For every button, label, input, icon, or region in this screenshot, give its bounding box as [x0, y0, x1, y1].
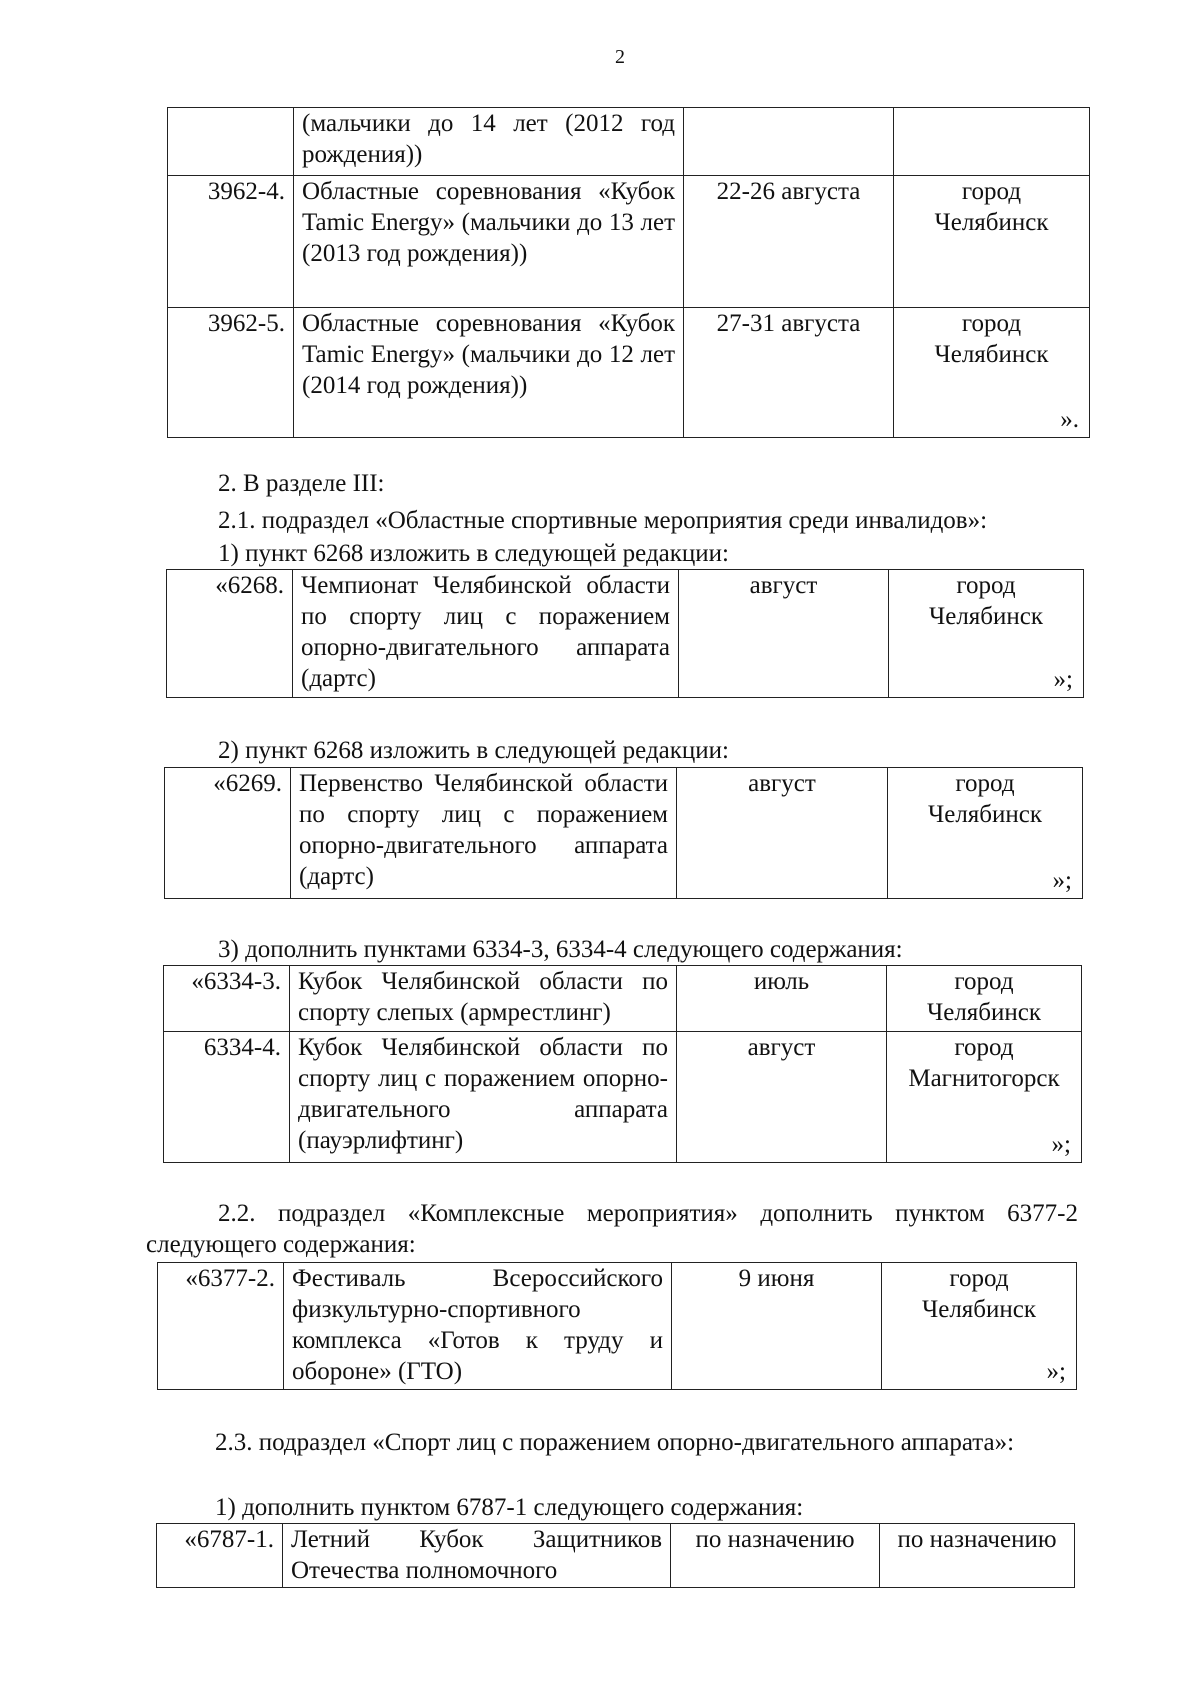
table-row: [168, 108, 1090, 176]
event-name: Первенство Челябинской области по спорту лиц с поражением опорно-двигательного аппарата (дартс): [291, 768, 677, 899]
table-row: [165, 768, 1083, 899]
event-name: Фестиваль Всероссийского физкультурно-спортивного комплекса «Готов к труду и обороне» (ГТО): [284, 1263, 672, 1390]
row-number: «6377-2.: [158, 1263, 284, 1390]
event-place: [894, 108, 1090, 176]
row-number: «6334-3.: [164, 966, 290, 1032]
events-table-6268: [166, 569, 1084, 698]
events-table-top: [167, 107, 1090, 438]
subsection-2-3: 2.3. подраздел «Спорт лиц с поражением опорно-двигательного аппарата»:: [215, 1429, 1015, 1456]
subsection-2-2: 2.2. подраздел «Комплексные мероприятия» дополнить пунктом 6377-2 следующего содержания:: [146, 1200, 1078, 1258]
item-2: 2) пункт 6268 изложить в следующей редакции:: [218, 737, 729, 764]
event-place-cell: [894, 308, 1090, 438]
event-place: город Магнитогорск: [908, 1034, 1060, 1092]
quote-closer: ».: [1060, 406, 1079, 433]
section-heading: 2. В разделе III:: [218, 470, 385, 497]
event-name: (мальчики до 14 лет (2012 год рождения)): [294, 108, 684, 176]
row-number: 3962-5.: [168, 308, 294, 438]
quote-closer: »;: [1052, 867, 1072, 894]
event-name: Чемпионат Челябинской области по спорту лиц с поражением опорно-двигательного аппарата (дартс): [293, 570, 679, 698]
table-row: [158, 1263, 1077, 1390]
item-1: 1) пункт 6268 изложить в следующей редакции:: [218, 540, 729, 567]
event-name: Летний Кубок Защитников Отечества полномочного: [283, 1524, 671, 1588]
quote-closer: »;: [1051, 1131, 1071, 1158]
events-table-6269: [164, 767, 1083, 899]
row-number: «6269.: [165, 768, 291, 899]
quote-closer: »;: [1053, 666, 1073, 693]
event-date: август: [679, 570, 889, 698]
table-row: [167, 570, 1084, 698]
table-row: [157, 1524, 1075, 1588]
row-number: 6334-4.: [164, 1032, 290, 1163]
event-place: город Челябинск: [928, 572, 1044, 630]
event-name: Кубок Челябинской области по спорту лиц с поражением опорно-двигательного аппарата (пауэрлифтинг): [290, 1032, 677, 1163]
event-date: [684, 108, 894, 176]
subsection-2-3-item-1: 1) дополнить пунктом 6787-1 следующего содержания:: [215, 1494, 804, 1521]
event-place-cell: [889, 570, 1084, 698]
table-row: [168, 308, 1090, 438]
event-place: город Челябинск: [894, 176, 1090, 308]
event-place: по назначению: [880, 1524, 1075, 1588]
event-place-cell: [887, 1032, 1082, 1163]
quote-closer: »;: [1046, 1358, 1066, 1385]
event-name: Областные соревнования «Кубок Tamic Energy» (мальчики до 13 лет (2013 год рождения)): [294, 176, 684, 308]
event-name: Кубок Челябинской области по спорту слепых (армрестлинг): [290, 966, 677, 1032]
table-row: [164, 966, 1082, 1032]
table-row: [168, 176, 1090, 308]
event-date: июль: [677, 966, 887, 1032]
event-place: город Челябинск: [921, 1265, 1037, 1323]
events-table-6334: [163, 965, 1082, 1163]
event-date: 27-31 августа: [684, 308, 894, 438]
events-table-6787: [156, 1523, 1075, 1588]
row-number: 3962-4.: [168, 176, 294, 308]
event-date: по назначению: [671, 1524, 880, 1588]
event-date: август: [677, 768, 888, 899]
item-3: 3) дополнить пунктами 6334-3, 6334-4 следующего содержания:: [218, 936, 903, 963]
event-date: 22-26 августа: [684, 176, 894, 308]
event-date: август: [677, 1032, 887, 1163]
row-number: [168, 108, 294, 176]
event-place: город Челябинск: [887, 966, 1082, 1032]
event-place-cell: [888, 768, 1083, 899]
row-number: «6787-1.: [157, 1524, 283, 1588]
event-name: Областные соревнования «Кубок Tamic Energy» (мальчики до 12 лет (2014 год рождения)): [294, 308, 684, 438]
row-number: «6268.: [167, 570, 293, 698]
table-row: [164, 1032, 1082, 1163]
event-place: город Челябинск: [934, 310, 1049, 368]
event-place-cell: [882, 1263, 1077, 1390]
events-table-6377: [157, 1262, 1077, 1390]
page-number: 2: [615, 46, 625, 68]
event-place: город Челябинск: [927, 770, 1043, 828]
subsection-2-1: 2.1. подраздел «Областные спортивные мероприятия среди инвалидов»:: [218, 507, 988, 534]
event-date: 9 июня: [672, 1263, 882, 1390]
